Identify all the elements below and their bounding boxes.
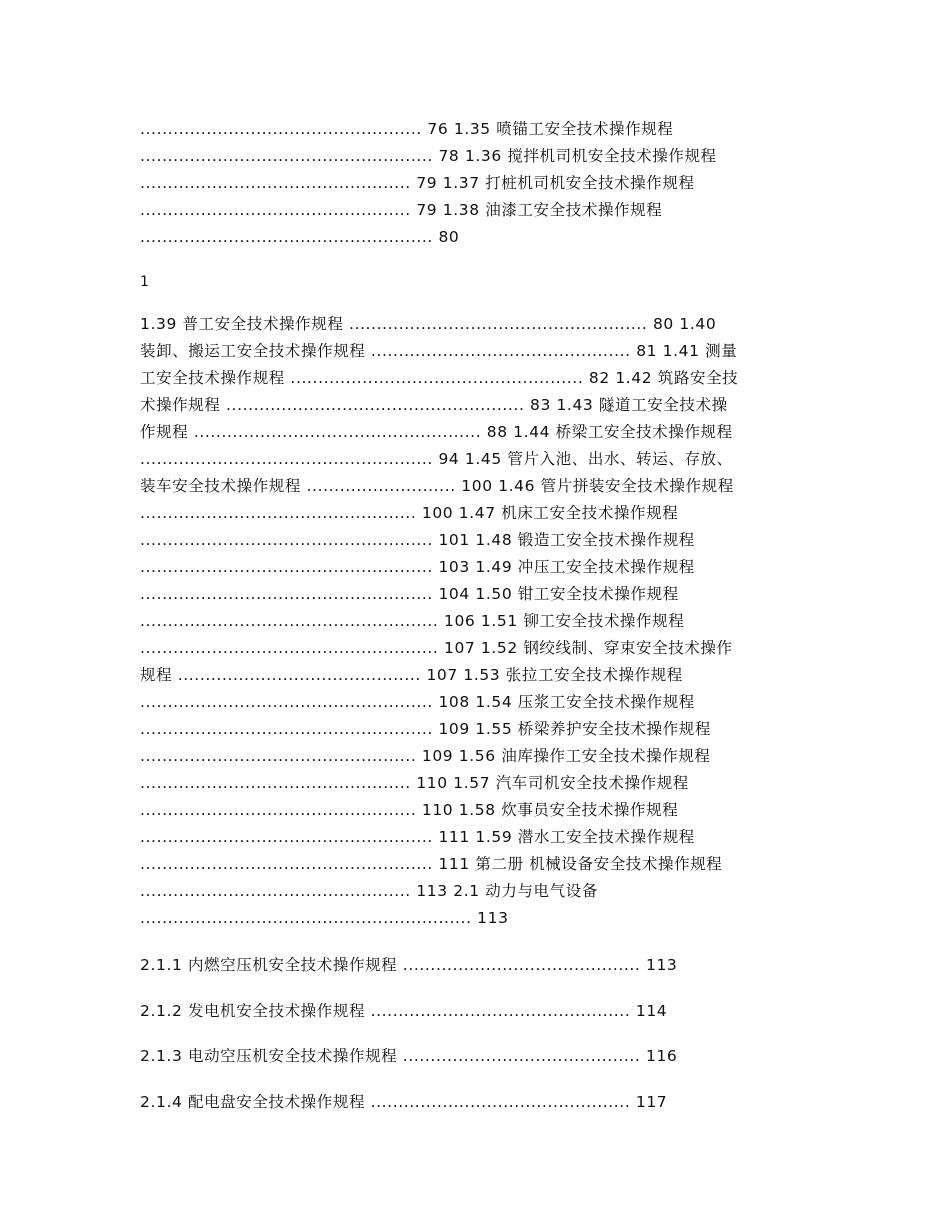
toc-line: 1.39 普工安全技术操作规程 ...................................................... 80 1.40 [140,315,717,333]
toc-line: ..................................................... 78 1.36 搅拌机司机安全技术操作规程 [140,147,717,165]
toc-line: ..................................................... 80 [140,228,460,246]
toc-line: ............................................................ 113 [140,909,509,927]
toc-line: 2.1.2 发电机安全技术操作规程 ............................................... 114 [140,1002,668,1020]
toc-line: ..................................................... 111 1.59 潜水工安全技术操作规程 [140,828,695,846]
toc-line: 2.1.3 电动空压机安全技术操作规程 ........................................... 116 [140,1047,678,1065]
toc-line: .................................................. 110 1.58 炊事员安全技术操作规程 [140,801,679,819]
page-number: 1 [140,274,149,290]
toc-line: .................................................. 100 1.47 机床工安全技术操作规程 [140,504,679,522]
toc-line: 装车安全技术操作规程 ........................... 100 1.46 管片拼装安全技术操作规程 [140,477,734,495]
toc-line: ..................................................... 111 第二册 机械设备安全技术操作规程 [140,855,723,873]
toc-line: ..................................................... 108 1.54 压浆工安全技术操作规程 [140,693,695,711]
toc-line: 2.1.4 配电盘安全技术操作规程 ............................................... 117 [140,1093,668,1111]
toc-line: ..................................................... 109 1.55 桥梁养护安全技术操作规程 [140,720,712,738]
toc-line: ..................................................... 103 1.49 冲压工安全技术操作规程 [140,558,695,576]
toc-line: 2.1.1 内燃空压机安全技术操作规程 ........................................... 113 [140,956,678,974]
toc-line: ..................................................... 104 1.50 钳工安全技术操作规程 [140,585,679,603]
toc-line: ................................................... 76 1.35 喷锚工安全技术操作规程 [140,120,674,138]
toc-line: 规程 ............................................ 107 1.53 张拉工安全技术操作规程 [140,666,683,684]
toc-line: ................................................. 79 1.37 打桩机司机安全技术操作规程 [140,174,695,192]
toc-line: ...................................................... 106 1.51 铆工安全技术操作规程 [140,612,685,630]
toc-line: ..................................................... 94 1.45 管片入池、出水、转运、存放、 [140,450,733,468]
toc-line: ................................................. 110 1.57 汽车司机安全技术操作规程 [140,774,689,792]
toc-line: 装卸、搬运工安全技术操作规程 ............................................... 81 1.41 测量 [140,342,738,360]
toc-line: 术操作规程 ...................................................... 83 1.43 隧道工安全技术操 [140,396,728,414]
toc-line: ...................................................... 107 1.52 钢绞线制、穿束安全技术操作 [140,639,733,657]
toc-line: ................................................. 113 2.1 动力与电气设备 [140,882,598,900]
toc-line: .................................................. 109 1.56 油库操作工安全技术操作规程 [140,747,711,765]
toc-line: ..................................................... 101 1.48 锻造工安全技术操作规程 [140,531,695,549]
toc-line: 工安全技术操作规程 ..................................................... 82 1.42 筑路安全技 [140,369,739,387]
toc-line: ................................................. 79 1.38 油漆工安全技术操作规程 [140,201,663,219]
toc-line: 作规程 .................................................... 88 1.44 桥梁工安全技术操作规程 [140,423,733,441]
